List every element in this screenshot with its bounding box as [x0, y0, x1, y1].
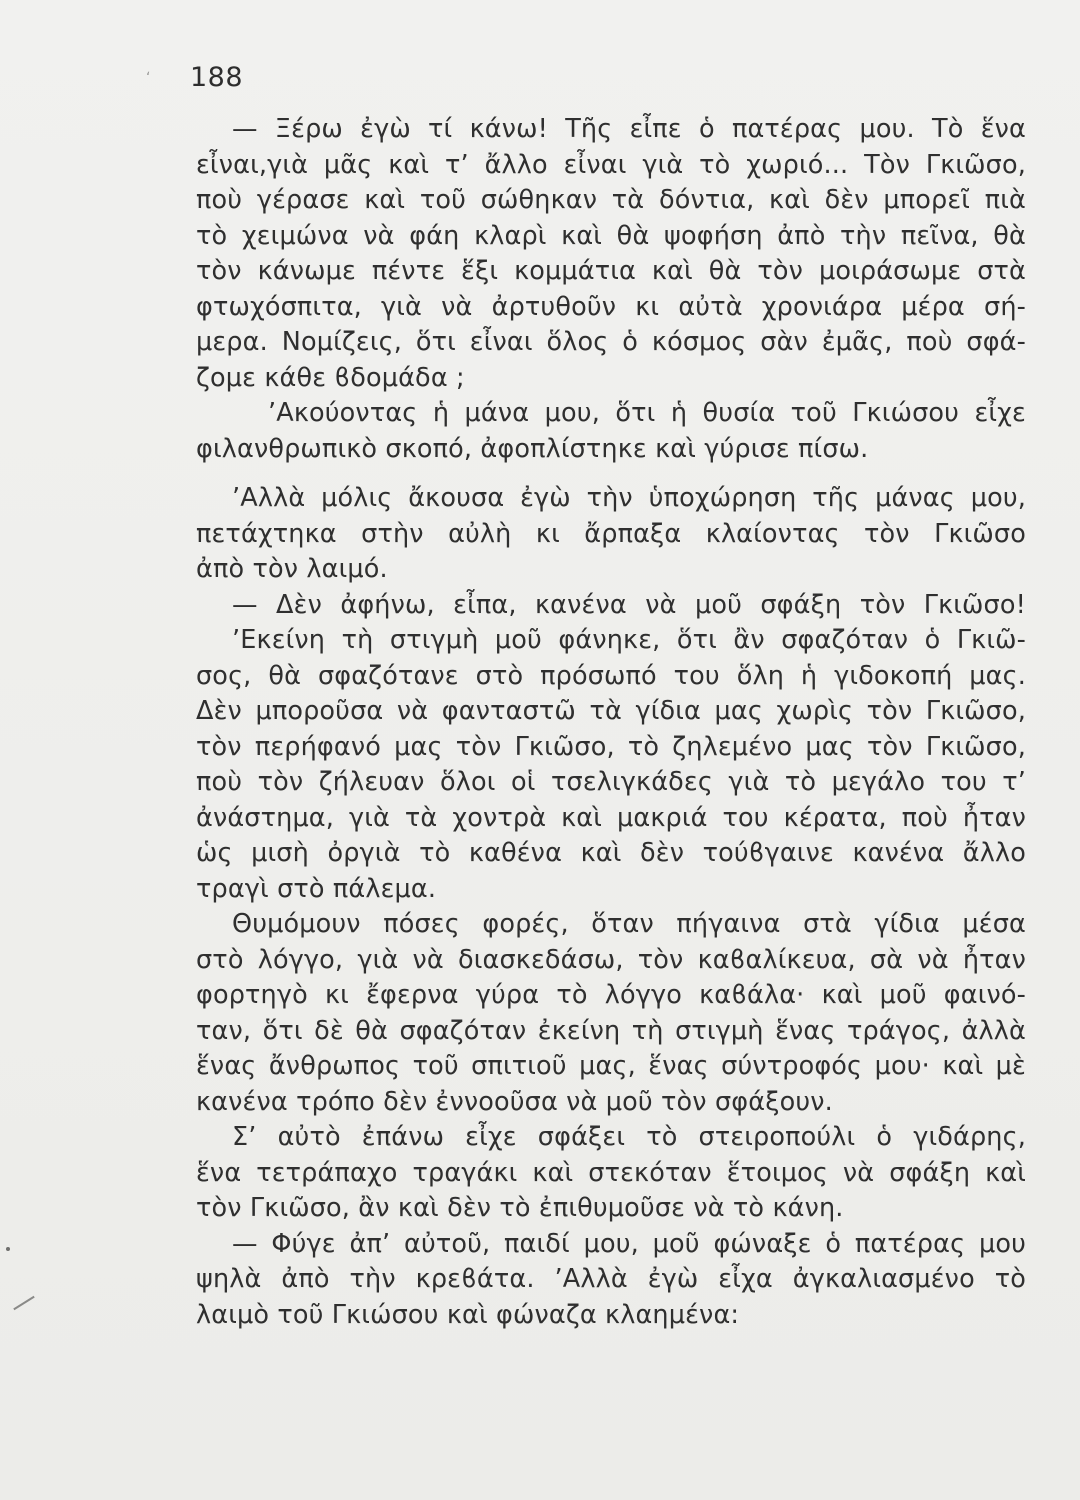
- text-line: — Φύγε ἀπ’ αὐτοῦ, παιδί μου, μοῦ φώναξε ὁ πατέρας μου: [232, 1228, 1026, 1259]
- text-line: τὸν Γκιῶσο, ἂν καὶ δὲν τὸ ἐπιθυμοῦσε νὰ τὸ κάνη.: [196, 1193, 844, 1223]
- text-line: ὡς μισὴ ὀργιὰ τὸ καθένα καὶ δὲν τούϐγαινε κανένα ἄλλο: [196, 838, 1026, 868]
- text-line: ψηλὰ ἀπὸ τὴν κρεϐάτα. ’Αλλὰ ἐγὼ εἶχα ἀγκαλιασμένο τὸ: [196, 1264, 1026, 1294]
- text-line: Σ’ αὐτὸ ἐπάνω εἶχε σφάξει τὸ στειροπούλι ὁ γιδάρης,: [232, 1122, 1026, 1152]
- text-line: τραγὶ στὸ πάλεμα.: [196, 873, 437, 904]
- text-line: ποὺ γέρασε καὶ τοῦ σώθηκαν τὰ δόντια, καὶ δὲν μπορεῖ πιὰ: [196, 185, 1026, 215]
- main-text: [196, 112, 1026, 1333]
- text-line: λαιμὸ τοῦ Γκιώσου καὶ φώναζα κλαημένα:: [196, 1299, 740, 1330]
- text-line: — Δὲν ἀφήνω, εἶπα, κανένα νὰ μοῦ σφάξη τὸν Γκιῶσο!: [232, 589, 1026, 620]
- text-line: ποὺ τὸν ζήλευαν ὅλοι οἱ τσελιγκάδες γιὰ τὸ μεγάλο του τ’: [196, 767, 1026, 797]
- text-line: Θυμόμουν πόσες φορές, ὅταν πήγαινα στὰ γίδια μέσα: [232, 909, 1026, 939]
- text-line: Δὲν μποροῦσα νὰ φανταστῶ τὰ γίδια μας χωρὶς τὸν Γκιῶσο,: [196, 696, 1026, 726]
- text-line: μερα. Νομίζεις, ὅτι εἶναι ὅλος ὁ κόσμος σὰν ἐμᾶς, ποὺ σφά-: [196, 327, 1026, 357]
- text-line: ἕνα τετράπαχο τραγάκι καὶ στεκόταν ἕτοιμος νὰ σφάξη καὶ: [196, 1157, 1026, 1188]
- text-line: ἕνας ἄνθρωπος τοῦ σπιτιοῦ μας, ἕνας σύντροφός μου· καὶ μὲ: [196, 1051, 1026, 1081]
- text-line: τὸν κάνωμε πέντε ἕξι κομμάτια καὶ θὰ τὸν μοιράσωμε στὰ: [196, 256, 1026, 286]
- margin-dot: [6, 1247, 10, 1251]
- page-number: 188: [190, 62, 244, 93]
- text-line: πετάχτηκα στὴν αὐλὴ κι ἄρπαξα κλαίοντας τὸν Γκιῶσο: [196, 518, 1026, 549]
- text-line: κανένα τρόπο δὲν ἐννοοῦσα νὰ μοῦ τὸν σφάξουν.: [196, 1086, 833, 1117]
- text-line: ἀπὸ τὸν λαιμό.: [196, 554, 388, 584]
- text-line: εἶναι,γιὰ μᾶς καὶ τ’ ἄλλο εἶναι γιὰ τὸ χωριό... Τὸν Γκιῶσο,: [196, 149, 1026, 180]
- margin-stroke: [13, 1296, 34, 1310]
- text-line: ’Αλλὰ μόλις ἄκουσα ἐγὼ τὴν ὑποχώρηση τῆς μάνας μου,: [232, 483, 1026, 513]
- text-line: ἀνάστημα, γιὰ τὰ χοντρὰ καὶ μακριά του κέρατα, ποὺ ἦταν: [196, 802, 1026, 833]
- text-line: — Ξέρω ἐγὼ τί κάνω! Τῆς εἶπε ὁ πατέρας μου. Τὸ ἕνα: [232, 114, 1026, 144]
- text-line: τὸν περήφανό μας τὸν Γκιῶσο, τὸ ζηλεμένο μας τὸν Γκιῶσο,: [196, 731, 1026, 762]
- text-line: τὸ χειμώνα νὰ φάη κλαρὶ καὶ θὰ ψοφήση ἀπὸ τὴν πεῖνα, θὰ: [196, 220, 1026, 251]
- text-line: ’Ακούοντας ἡ μάνα μου, ὅτι ἡ θυσία τοῦ Γκιώσου εἶχε: [268, 398, 1026, 428]
- text-line: ζομε κάθε ϐδομάδα ;: [196, 362, 465, 393]
- text-line: σος, θὰ σφαζότανε στὸ πρόσωπό του ὅλη ἡ γιδοκοπή μας.: [196, 660, 1026, 691]
- text-line: ’Εκείνη τὴ στιγμὴ μοῦ φάνηκε, ὅτι ἂν σφαζόταν ὁ Γκιῶ-: [232, 625, 1026, 655]
- paragraph-gap: [196, 467, 1026, 481]
- text-line: φορτηγὸ κι ἔφερνα γύρα τὸ λόγγο καϐάλα· καὶ μοῦ φαινό-: [196, 980, 1026, 1010]
- margin-mark: ʻ: [146, 70, 151, 86]
- text-line: στὸ λόγγο, γιὰ νὰ διασκεδάσω, τὸν καϐαλίκευα, σὰ νὰ ἦταν: [196, 944, 1026, 975]
- text-line: ταν, ὅτι δὲ θὰ σφαζόταν ἐκείνη τὴ στιγμὴ ἕνας τράγος, ἀλλὰ: [196, 1015, 1026, 1046]
- text-line: φτωχόσπιτα, γιὰ νὰ ἀρτυθοῦν κι αὐτὰ χρονιάρα μέρα σή-: [196, 291, 1026, 322]
- text-line: φιλανθρωπικὸ σκοπό, ἀφοπλίστηκε καὶ γύρισε πίσω.: [196, 433, 869, 464]
